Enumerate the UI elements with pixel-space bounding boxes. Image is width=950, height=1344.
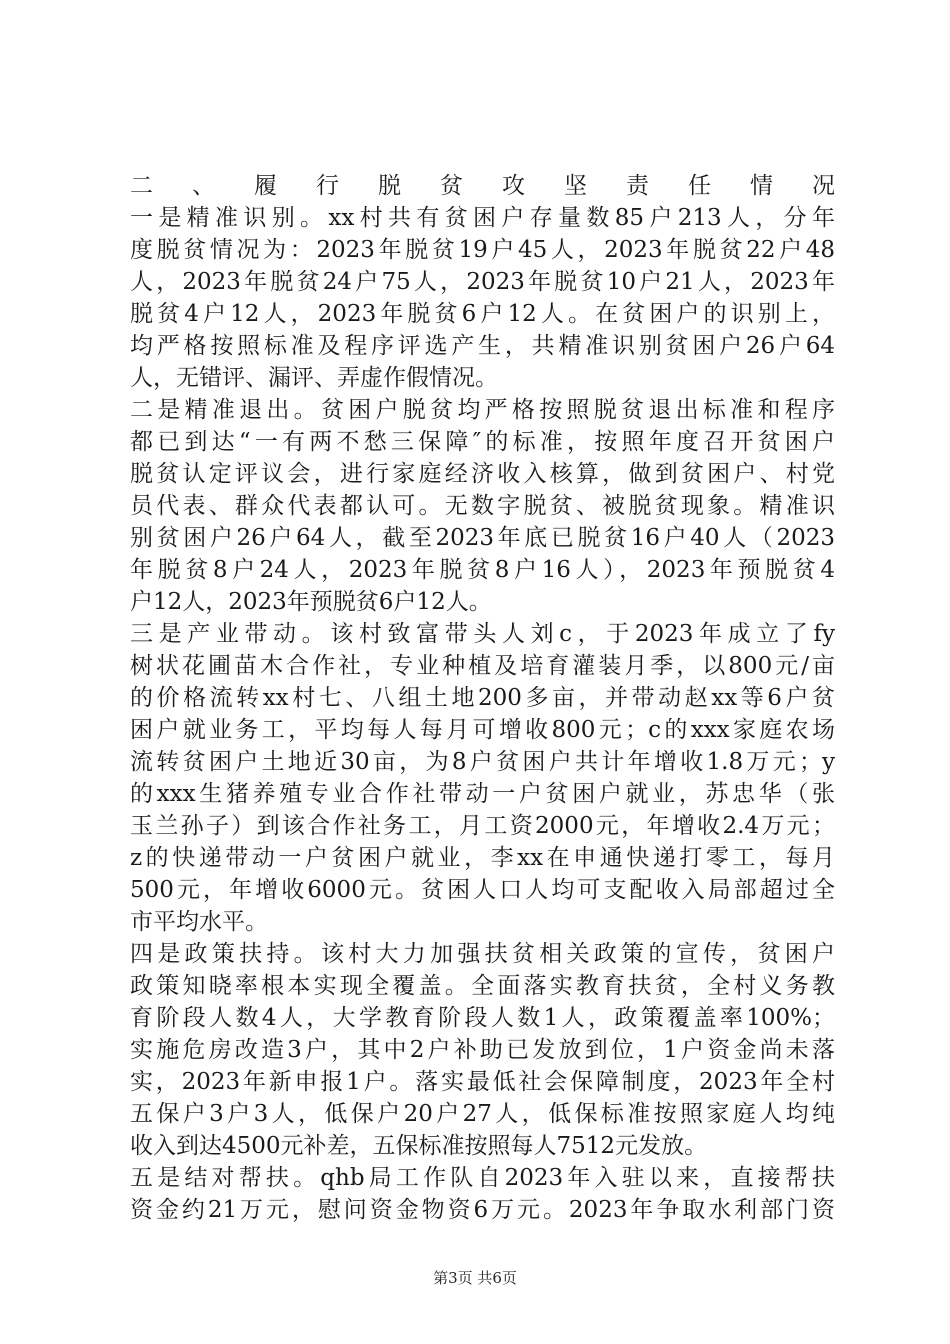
text-line: 三是产业带动。该村致富带头人刘c，于2023年成立了fy: [130, 621, 835, 647]
text-line: 五保户3户3人，低保户20户27人，低保标准按照家庭人均纯: [130, 1101, 835, 1127]
text-line: 一是精准识别。xx村共有贫困户存量数85户213人，分年: [130, 205, 835, 231]
text-line: 实施危房改造3户，其中2户补助已发放到位，1户资金尚未落: [130, 1037, 835, 1063]
heading-line: 二、履行脱贫攻坚责任情况: [130, 173, 835, 199]
text-line: 资金约21万元，慰问资金物资6万元。2023年争取水利部门资: [130, 1197, 835, 1223]
text-line: 流转贫困户土地近30亩，为8户贫困户共计年增收1.8万元；y: [130, 749, 835, 775]
text-line: 脱贫认定评议会，进行家庭经济收入核算，做到贫困户、村党: [130, 461, 835, 487]
body-text: [130, 170, 835, 1226]
text-line: 二是精准退出。贫困户脱贫均严格按照脱贫退出标准和程序: [130, 397, 835, 423]
text-line: 别贫困户26户64人，截至2023年底已脱贫16户40人（2023: [130, 525, 835, 551]
text-line: 市平均水平。: [130, 909, 268, 935]
text-line: 困户就业务工，平均每人每月可增收800元；c的xxx家庭农场: [130, 717, 835, 743]
text-line: 四是政策扶持。该村大力加强扶贫相关政策的宣传，贫困户: [130, 941, 835, 967]
text-line: 人，2023年脱贫24户75人，2023年脱贫10户21人，2023年: [130, 269, 835, 295]
text-line: 500元，年增收6000元。贫困人口人均可支配收入局部超过全: [130, 877, 835, 903]
text-line: 的价格流转xx村七、八组土地200多亩，并带动赵xx等6户贫: [130, 685, 835, 711]
text-line: 度脱贫情况为：2023年脱贫19户45人，2023年脱贫22户48: [130, 237, 835, 263]
text-line: 户12人，2023年预脱贫6户12人。: [130, 589, 492, 615]
text-line: z的快递带动一户贫困户就业，李xx在申通快递打零工，每月: [130, 845, 835, 871]
text-line: 收入到达4500元补差，五保标准按照每人7512元发放。: [130, 1133, 708, 1159]
text-line: 五是结对帮扶。qhb局工作队自2023年入驻以来，直接帮扶: [130, 1165, 835, 1191]
text-line: 均严格按照标准及程序评选产生，共精准识别贫困户26户64: [130, 333, 835, 359]
page-footer: 第3页 共6页: [433, 1269, 517, 1287]
text-line: 脱贫4户12人，2023年脱贫6户12人。在贫困户的识别上，: [130, 301, 835, 327]
text-line: 育阶段人数4人，大学教育阶段人数1人，政策覆盖率100%；: [130, 1005, 835, 1031]
text-line: 员代表、群众代表都认可。无数字脱贫、被脱贫现象。精准识: [130, 493, 835, 519]
text-line: 的xxx生猪养殖专业合作社带动一户贫困户就业，苏忠华（张: [130, 781, 835, 807]
text-line: 都已到达“一有两不愁三保障″的标准，按照年度召开贫困户: [130, 429, 835, 455]
text-line: 年脱贫8户24人，2023年脱贫8户16人），2023年预脱贫4: [130, 557, 835, 583]
text-line: 树状花圃苗木合作社，专业种植及培育灌装月季，以800元/亩: [130, 653, 835, 679]
text-line: 政策知晓率根本实现全覆盖。全面落实教育扶贫，全村义务教: [130, 973, 835, 999]
text-line: 实，2023年新申报1户。落实最低社会保障制度，2023年全村: [130, 1069, 835, 1095]
text-line: 玉兰孙子）到该合作社务工，月工资2000元，年增收2.4万元；: [130, 813, 835, 839]
text-line: 人，无错评、漏评、弄虚作假情况。: [130, 365, 498, 391]
